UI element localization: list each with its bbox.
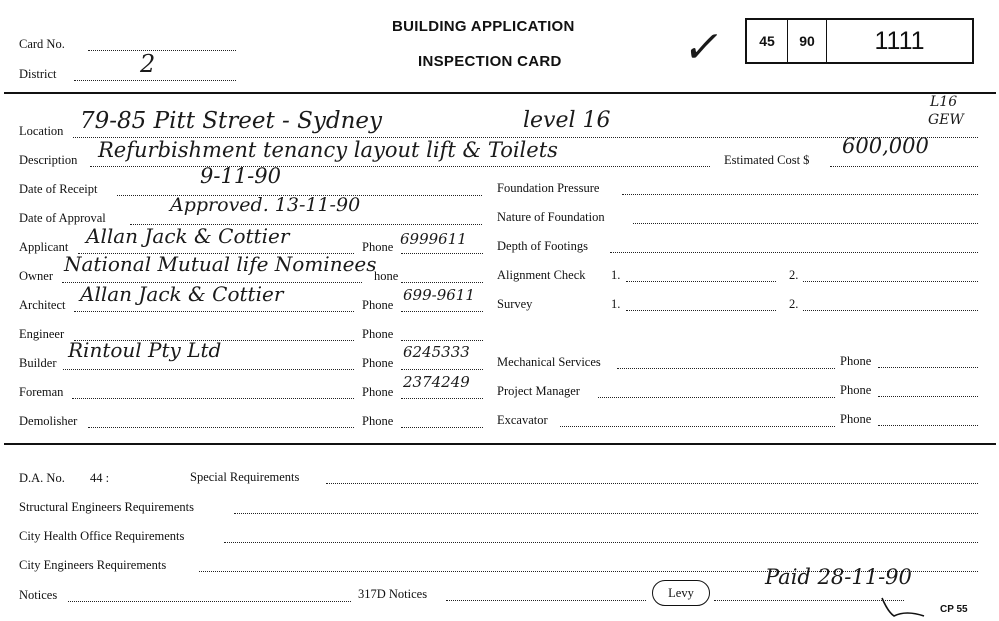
demolisher-field[interactable] xyxy=(88,427,354,428)
builder-label: Builder xyxy=(19,356,57,370)
da-no-value: 44 : xyxy=(90,471,110,485)
demolisher-phone-field[interactable] xyxy=(401,427,483,428)
survey-label: Survey xyxy=(497,297,533,311)
special-requirements-field[interactable] xyxy=(326,483,978,484)
estimated-cost-value: 600,000 xyxy=(842,134,929,158)
district-label: District xyxy=(19,67,57,81)
pen-stroke-icon xyxy=(878,596,928,620)
levy-label: Levy xyxy=(668,585,694,600)
applicant-phone-value: 6999611 xyxy=(400,230,467,248)
mechanical-services-label: Mechanical Services xyxy=(497,355,601,369)
notices-317d-label: 317D Notices xyxy=(358,587,428,601)
engineer-phone-label: Phone xyxy=(362,327,394,341)
foundation-pressure-field[interactable] xyxy=(622,194,978,195)
builder-field[interactable] xyxy=(63,369,354,370)
survey-1-field[interactable] xyxy=(626,310,776,311)
card-number-cell-2: 90 xyxy=(788,20,827,62)
card-number-cell-1: 45 xyxy=(747,20,788,62)
card-no-label: Card No. xyxy=(19,37,65,51)
alignment-check-1-label: 1. xyxy=(611,268,621,282)
foreman-label: Foreman xyxy=(19,385,64,399)
builder-phone-field[interactable] xyxy=(401,369,483,370)
description-label: Description xyxy=(19,153,78,167)
foreman-phone-value: 2374249 xyxy=(403,373,470,391)
special-requirements-label: Special Requirements xyxy=(190,470,300,484)
health-requirements-label: City Health Office Requirements xyxy=(19,529,185,543)
nature-foundation-label: Nature of Foundation xyxy=(497,210,605,224)
alignment-check-1-field[interactable] xyxy=(626,281,776,282)
builder-value: Rintoul Pty Ltd xyxy=(68,338,222,362)
location-label: Location xyxy=(19,124,64,138)
engineer-phone-field[interactable] xyxy=(401,340,483,341)
location-value: 79-85 Pitt Street - Sydney xyxy=(80,108,382,134)
depth-footings-field[interactable] xyxy=(610,252,978,253)
project-manager-label: Project Manager xyxy=(497,384,580,398)
district-value: 2 xyxy=(140,50,156,78)
survey-2-label: 2. xyxy=(789,297,799,311)
notices-field[interactable] xyxy=(68,601,351,602)
builder-phone-value: 6245333 xyxy=(403,343,470,361)
card-number-cell-3: 1111 xyxy=(874,26,925,55)
demolisher-phone-label: Phone xyxy=(362,414,394,428)
location-note-2: GEW xyxy=(928,112,964,128)
builder-phone-label: Phone xyxy=(362,356,394,370)
alignment-check-2-label: 2. xyxy=(789,268,799,282)
structural-requirements-label: Structural Engineers Requirements xyxy=(19,500,194,514)
card-no-field[interactable] xyxy=(88,50,236,51)
architect-phone-value: 699-9611 xyxy=(403,286,475,304)
architect-field[interactable] xyxy=(74,311,354,312)
form-subtitle: INSPECTION CARD xyxy=(418,53,562,70)
project-manager-phone-label: Phone xyxy=(840,383,872,397)
alignment-check-2-field[interactable] xyxy=(803,281,978,282)
mechanical-services-field[interactable] xyxy=(617,368,835,369)
survey-1-label: 1. xyxy=(611,297,621,311)
excavator-phone-field[interactable] xyxy=(878,425,978,426)
description-field[interactable] xyxy=(90,166,710,167)
structural-requirements-field[interactable] xyxy=(234,513,978,514)
location-level: level 16 xyxy=(523,108,611,133)
notices-label: Notices xyxy=(19,588,58,602)
description-value: Refurbishment tenancy layout lift & Toilets xyxy=(98,138,558,162)
date-approval-value: Approved. 13-11-90 xyxy=(170,194,361,216)
owner-phone-field[interactable] xyxy=(401,282,483,283)
excavator-phone-label: Phone xyxy=(840,412,872,426)
applicant-label: Applicant xyxy=(19,240,69,254)
demolisher-label: Demolisher xyxy=(19,414,78,428)
location-note-1: L16 xyxy=(930,94,958,110)
mechanical-phone-field[interactable] xyxy=(878,367,978,368)
mechanical-phone-label: Phone xyxy=(840,354,872,368)
levy-stamp xyxy=(652,580,710,606)
divider-top xyxy=(4,92,996,94)
architect-label: Architect xyxy=(19,298,66,312)
estimated-cost-label: Estimated Cost $ xyxy=(724,153,810,167)
applicant-phone-label: Phone xyxy=(362,240,394,254)
paid-note: Paid 28-11-90 xyxy=(765,565,912,589)
architect-phone-label: Phone xyxy=(362,298,394,312)
levy-field[interactable] xyxy=(714,600,904,601)
foreman-field[interactable] xyxy=(72,398,354,399)
owner-label: Owner xyxy=(19,269,54,283)
form-code: CP 55 xyxy=(940,604,968,615)
da-no-label: D.A. No. xyxy=(19,471,65,485)
excavator-label: Excavator xyxy=(497,413,548,427)
applicant-phone-field[interactable] xyxy=(401,253,483,254)
architect-phone-field[interactable] xyxy=(401,311,483,312)
card-number-box xyxy=(745,18,974,64)
city-engineers-requirements-label: City Engineers Requirements xyxy=(19,558,167,572)
foreman-phone-field[interactable] xyxy=(401,398,483,399)
date-receipt-value: 9-11-90 xyxy=(200,164,281,188)
applicant-value: Allan Jack & Cottier xyxy=(86,224,290,248)
estimated-cost-field[interactable] xyxy=(830,166,978,167)
foreman-phone-label: Phone xyxy=(362,385,394,399)
survey-2-field[interactable] xyxy=(803,310,978,311)
health-requirements-field[interactable] xyxy=(224,542,978,543)
alignment-check-label: Alignment Check xyxy=(497,268,586,282)
nature-foundation-field[interactable] xyxy=(633,223,978,224)
check-mark-icon: ✓ xyxy=(679,22,728,73)
engineer-label: Engineer xyxy=(19,327,65,341)
project-manager-phone-field[interactable] xyxy=(878,396,978,397)
architect-value: Allan Jack & Cottier xyxy=(80,282,284,306)
date-approval-label: Date of Approval xyxy=(19,211,106,225)
district-field[interactable] xyxy=(74,80,236,81)
owner-phone-label: hone xyxy=(374,269,399,283)
form-title: BUILDING APPLICATION xyxy=(392,18,575,35)
owner-value: National Mutual life Nominees xyxy=(64,252,377,276)
project-manager-field[interactable] xyxy=(598,397,835,398)
divider-bottom xyxy=(4,443,996,445)
depth-footings-label: Depth of Footings xyxy=(497,239,588,253)
notices-317d-field[interactable] xyxy=(446,600,646,601)
date-receipt-label: Date of Receipt xyxy=(19,182,98,196)
foundation-pressure-label: Foundation Pressure xyxy=(497,181,600,195)
excavator-field[interactable] xyxy=(560,426,835,427)
